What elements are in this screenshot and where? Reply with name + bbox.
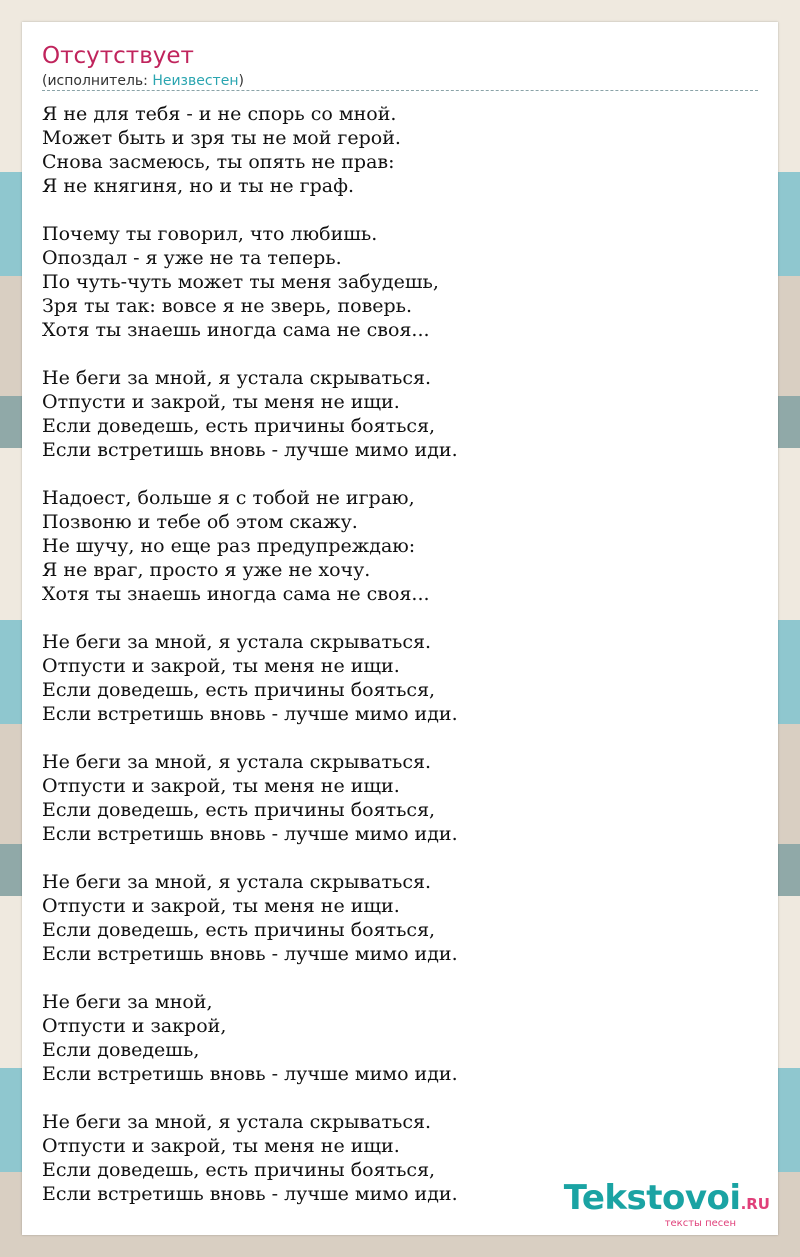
stanza <box>42 366 742 462</box>
lyric-line: Не беги за мной, я устала скрываться. <box>42 1111 432 1133</box>
logo-tld: .RU <box>740 1195 770 1213</box>
lyric-line: Если встретишь вновь - лучше мимо иди. <box>42 943 458 965</box>
lyric-line: Я не княгиня, но и ты не граф. <box>42 175 355 197</box>
logo-tagline: тексты песен <box>664 1218 736 1229</box>
performer-prefix: (исполнитель: <box>42 73 153 89</box>
lyric-line: Если встретишь вновь - лучше мимо иди. <box>42 823 458 845</box>
lyric-line: Отпусти и закрой, ты меня не ищи. <box>42 895 400 917</box>
stanza <box>42 222 742 342</box>
logo-wordmark <box>564 1180 770 1222</box>
lyric-line: Отпусти и закрой, ты меня не ищи. <box>42 655 400 677</box>
lyric-line: Опоздал - я уже не та теперь. <box>42 247 342 269</box>
lyric-line: Если доведешь, есть причины бояться, <box>42 919 436 941</box>
lyric-line: Я не враг, просто я уже не хочу. <box>42 559 371 581</box>
lyric-line: Если доведешь, есть причины бояться, <box>42 679 436 701</box>
lyric-line: Отпусти и закрой, ты меня не ищи. <box>42 775 400 797</box>
lyric-line: Если доведешь, <box>42 1039 200 1061</box>
performer-line <box>42 72 244 90</box>
performer-suffix: ) <box>238 73 244 89</box>
stanza <box>42 750 742 846</box>
lyric-line: Если встретишь вновь - лучше мимо иди. <box>42 439 458 461</box>
stanza <box>42 990 742 1086</box>
lyric-line: Я не для тебя - и не спорь со мной. <box>42 103 397 125</box>
lyric-line: Не беги за мной, <box>42 991 213 1013</box>
lyric-line: Не беги за мной, я устала скрываться. <box>42 631 432 653</box>
lyric-line: Отпусти и закрой, <box>42 1015 227 1037</box>
stanza <box>42 486 742 606</box>
lyric-line: Может быть и зря ты не мой герой. <box>42 127 401 149</box>
lyrics-card <box>22 22 778 1235</box>
site-logo[interactable] <box>564 1180 770 1229</box>
lyric-line: Хотя ты знаешь иногда сама не своя... <box>42 319 430 341</box>
stanza <box>42 102 742 198</box>
lyric-line: Не шучу, но еще раз предупреждаю: <box>42 535 416 557</box>
performer-link[interactable]: Неизвестен <box>152 73 239 89</box>
lyrics-text <box>42 102 742 1230</box>
lyric-line: По чуть-чуть может ты меня забудешь, <box>42 271 439 293</box>
lyric-line: Отпусти и закрой, ты меня не ищи. <box>42 391 400 413</box>
lyric-line: Надоест, больше я с тобой не играю, <box>42 487 415 509</box>
lyric-line: Если встретишь вновь - лучше мимо иди. <box>42 703 458 725</box>
song-title: Отсутствует <box>42 43 194 69</box>
lyric-line: Почему ты говорил, что любишь. <box>42 223 378 245</box>
lyric-line: Если доведешь, есть причины бояться, <box>42 415 436 437</box>
logo-name: Tekstovoi <box>563 1178 741 1218</box>
stanza <box>42 630 742 726</box>
lyric-line: Снова засмеюсь, ты опять не прав: <box>42 151 395 173</box>
lyric-line: Отпусти и закрой, ты меня не ищи. <box>42 1135 400 1157</box>
lyric-line: Не беги за мной, я устала скрываться. <box>42 871 432 893</box>
lyric-line: Если встретишь вновь - лучше мимо иди. <box>42 1183 458 1205</box>
lyric-line: Если встретишь вновь - лучше мимо иди. <box>42 1063 458 1085</box>
stanza <box>42 870 742 966</box>
lyric-line: Хотя ты знаешь иногда сама не своя... <box>42 583 430 605</box>
lyric-line: Если доведешь, есть причины бояться, <box>42 799 436 821</box>
lyric-line: Не беги за мной, я устала скрываться. <box>42 751 432 773</box>
lyric-line: Не беги за мной, я устала скрываться. <box>42 367 432 389</box>
lyric-line: Зря ты так: вовсе я не зверь, поверь. <box>42 295 413 317</box>
divider <box>42 90 758 91</box>
lyric-line: Если доведешь, есть причины бояться, <box>42 1159 436 1181</box>
lyric-line: Позвоню и тебе об этом скажу. <box>42 511 358 533</box>
